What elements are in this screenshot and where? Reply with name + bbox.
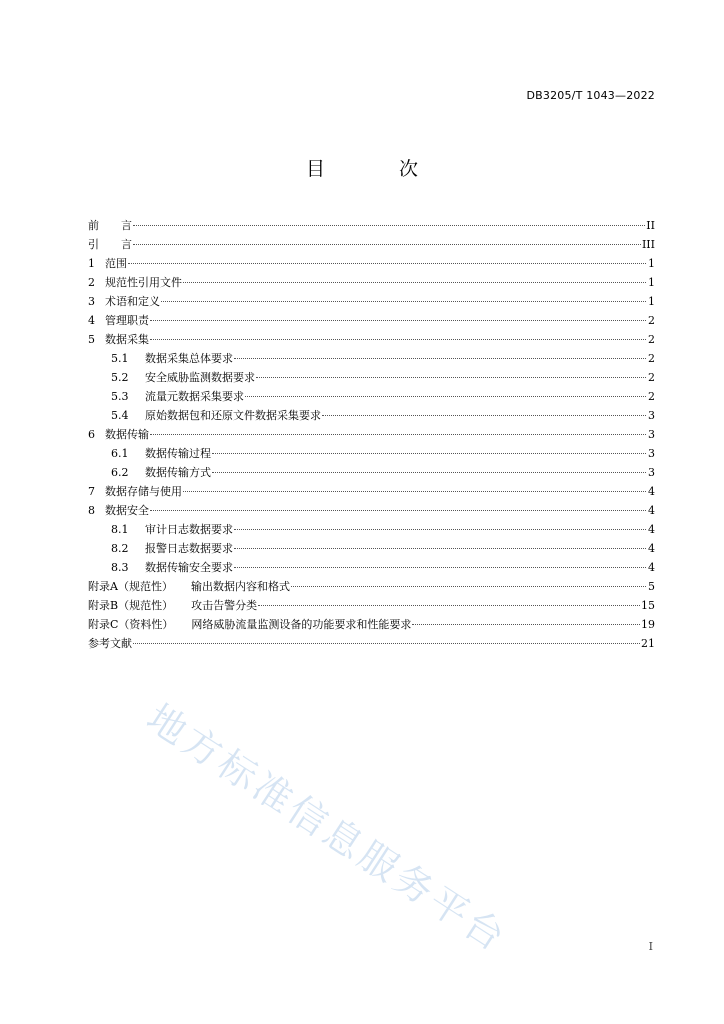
toc-entry-label-group [88,254,127,273]
toc-page-number: 2 [648,314,655,327]
toc-entry-number: 1 [88,257,95,270]
toc-entry-title: 数据安全 [105,504,149,517]
toc-subentry[interactable] [88,520,655,539]
toc-entry-number: 3 [88,295,95,308]
toc-entry-title: 数据存储与使用 [105,485,182,498]
toc-entry-title: 原始数据包和还原文件数据采集要求 [145,409,321,422]
toc-dot-leader [133,643,640,644]
toc-entry[interactable] [88,292,655,311]
toc-entry[interactable] [88,596,655,615]
toc-page-number: 4 [648,542,655,555]
toc-entry-title: 范围 [105,257,127,270]
toc-entry-title: 攻击告警分类 [191,599,258,612]
toc-entry-title: 管理职责 [105,314,149,327]
toc-entry-title: 数据传输 [105,428,149,441]
toc-entry-title: 安全威胁监测数据要求 [145,371,255,384]
toc-subentry[interactable] [88,539,655,558]
toc-dot-leader [245,396,646,397]
toc-entry-label-group [88,235,132,254]
toc-entry-label-group [111,406,321,425]
toc-entry[interactable] [88,311,655,330]
toc-dot-leader [133,225,645,226]
toc-dot-leader [234,548,646,549]
toc-entry-label-group [88,577,290,596]
toc-page-number: 3 [648,466,655,479]
toc-entry-title: 数据传输过程 [145,447,211,460]
toc-entry-title: 审计日志数据要求 [145,523,233,536]
toc-entry-label-group [111,520,233,539]
toc-entry-title: 输出数据内容和格式 [190,580,290,593]
toc-entry-label-group [88,596,257,615]
toc-entry-label-group [88,311,149,330]
toc-entry-number: 5.2 [111,371,129,384]
toc-entry-title: 数据采集总体要求 [145,352,233,365]
toc-entry-title: 流量元数据采集要求 [145,390,244,403]
toc-entry-number: 5.1 [111,352,129,365]
document-code: DB3205/T 1043—2022 [526,89,655,102]
toc-dot-leader [150,339,646,340]
toc-dot-leader [128,263,646,264]
toc-page-number: 3 [648,428,655,441]
toc-entry-title: 数据传输方式 [145,466,211,479]
toc-entry-title: 规范性引用文件 [105,276,182,289]
toc-page-number: 1 [648,295,655,308]
toc-entry[interactable] [88,273,655,292]
toc-page-number: 2 [648,352,655,365]
toc-dot-leader [234,529,646,530]
toc-entry-number: 6.2 [111,466,129,479]
toc-dot-leader [183,491,646,492]
toc-entry-label-group [88,615,411,634]
toc-page-number: 4 [648,504,655,517]
toc-entry-label-group [88,273,182,292]
toc-title: 目 次 [305,158,453,180]
toc-entry-label-group [111,444,211,463]
toc-subentry[interactable] [88,463,655,482]
toc-dot-leader [150,434,646,435]
toc-entry-label-group [111,463,211,482]
toc-entry-title: 报警日志数据要求 [145,542,233,555]
toc-entry-number: 6.1 [111,447,129,460]
toc-page-number: 1 [648,276,655,289]
toc-dot-leader [291,586,646,587]
toc-entry[interactable] [88,425,655,444]
toc-entry-title: 术语和定义 [105,295,160,308]
toc-dot-leader [150,510,646,511]
toc-dot-leader [258,605,640,606]
toc-dot-leader [212,472,646,473]
toc-entry-title: 参考文献 [88,637,132,650]
toc-entry-number: 7 [88,485,95,498]
toc-entry[interactable] [88,254,655,273]
toc-page-number: 2 [648,371,655,384]
toc-dot-leader [161,301,646,302]
toc-page-number: II [646,219,655,232]
toc-entry-number: 8 [88,504,95,517]
toc-entry-title: 前言 [88,219,132,232]
toc-dot-leader [234,358,646,359]
toc-page-number: 5 [648,580,655,593]
toc-page-number: 1 [648,257,655,270]
toc-entry[interactable] [88,615,655,634]
toc-page-number: 4 [648,523,655,536]
toc-entry-number: 8.1 [111,523,129,536]
toc-entry-number: 5.4 [111,409,129,422]
toc-subentry[interactable] [88,387,655,406]
toc-entry-label-group [88,330,149,349]
toc-page-number: 2 [648,333,655,346]
toc-page-number: 19 [641,618,655,631]
toc-page-number: 4 [648,561,655,574]
toc-entry[interactable] [88,501,655,520]
toc-entry-number: 8.3 [111,561,129,574]
toc-entry[interactable] [88,577,655,596]
table-of-contents [88,216,655,653]
toc-subentry[interactable] [88,444,655,463]
toc-dot-leader [234,567,646,568]
toc-entry-number: 附录A（规范性） [88,580,173,593]
toc-entry[interactable] [88,482,655,501]
toc-entry[interactable] [88,330,655,349]
toc-page-number: 3 [648,409,655,422]
toc-entry-label-group [111,368,255,387]
toc-subentry[interactable] [88,368,655,387]
toc-page-number: III [641,238,655,251]
toc-entry-number: 5.3 [111,390,129,403]
toc-entry-label-group [88,425,149,444]
toc-entry-label-group [88,216,132,235]
toc-page-number: 2 [648,390,655,403]
toc-dot-leader [212,453,646,454]
toc-entry-title: 引言 [88,238,132,251]
toc-dot-leader [150,320,646,321]
toc-entry-number: 8.2 [111,542,129,555]
toc-entry-title: 数据传输安全要求 [145,561,233,574]
toc-entry-number: 4 [88,314,95,327]
toc-entry-label-group [88,501,149,520]
toc-subentry[interactable] [88,406,655,425]
toc-entry-number: 附录B（规范性） [88,599,174,612]
toc-page-number: 15 [641,599,655,612]
toc-entry-title: 网络威胁流量监测设备的功能要求和性能要求 [191,618,412,631]
toc-dot-leader [133,244,641,245]
toc-entry-number: 6 [88,428,95,441]
toc-entry-label-group [111,558,233,577]
toc-entry-label-group [88,634,132,653]
toc-dot-leader [412,624,640,625]
toc-dot-leader [322,415,646,416]
toc-page-number: 3 [648,447,655,460]
toc-dot-leader [183,282,646,283]
toc-entry-label-group [111,539,233,558]
toc-entry-label-group [88,482,182,501]
toc-entry-title: 数据采集 [105,333,149,346]
toc-entry[interactable] [88,216,655,235]
page-number: I [648,940,653,953]
toc-entry-number: 2 [88,276,95,289]
toc-entry-number: 5 [88,333,95,346]
watermark: 地方标准信息服务平台 [139,695,516,962]
toc-entry[interactable] [88,634,655,653]
toc-entry-label-group [111,349,233,368]
toc-entry[interactable] [88,235,655,254]
toc-subentry[interactable] [88,349,655,368]
toc-entry-number: 附录C（资料性） [88,618,174,631]
toc-page-number: 21 [641,637,655,650]
toc-dot-leader [256,377,646,378]
toc-entry-label-group [88,292,160,311]
toc-entry-label-group [111,387,244,406]
toc-subentry[interactable] [88,558,655,577]
toc-page-number: 4 [648,485,655,498]
